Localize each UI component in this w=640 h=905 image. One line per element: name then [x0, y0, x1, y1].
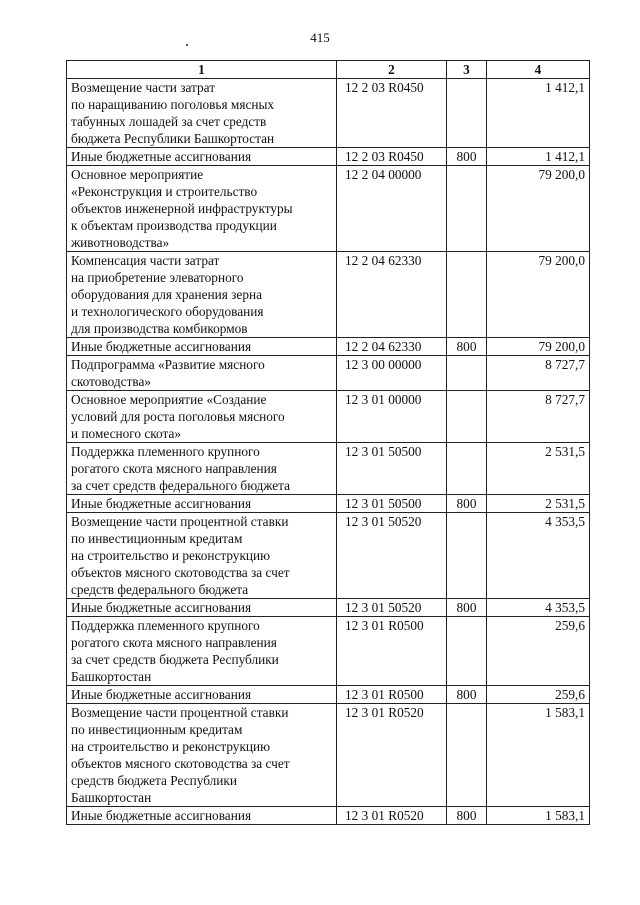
- row-code: 12 3 01 50500: [337, 443, 447, 495]
- row-name: Иные бюджетные ассигнования: [67, 148, 337, 166]
- row-name: Основное мероприятие «Создание условий для роста поголовья мясного и помесного скота»: [67, 391, 337, 443]
- row-type: 800: [447, 148, 487, 166]
- row-sum: 79 200,0: [487, 252, 590, 338]
- row-sum: 1 583,1: [487, 807, 590, 825]
- header-col-3: 3: [447, 61, 487, 79]
- row-code: 12 3 01 00000: [337, 391, 447, 443]
- row-code: 12 3 01 R0520: [337, 807, 447, 825]
- row-sum: 1 412,1: [487, 79, 590, 148]
- row-name: Иные бюджетные ассигнования: [67, 599, 337, 617]
- budget-table: [66, 60, 590, 825]
- table-row: [67, 391, 590, 443]
- row-sum: 4 353,5: [487, 513, 590, 599]
- row-sum: 1 583,1: [487, 704, 590, 807]
- row-name: Возмещение части затрат по наращиванию поголовья мясных табунных лошадей за счет средств бюджета Республики Башкортостан: [67, 79, 337, 148]
- row-name: Возмещение части процентной ставки по инвестиционным кредитам на строительство и реконструкцию объектов мясного скотоводства за счет средств бюджета Республики Башкортостан: [67, 704, 337, 807]
- row-type: [447, 513, 487, 599]
- row-type: 800: [447, 338, 487, 356]
- row-type: [447, 252, 487, 338]
- row-type: [447, 391, 487, 443]
- row-name: Иные бюджетные ассигнования: [67, 495, 337, 513]
- row-type: [447, 443, 487, 495]
- row-type: [447, 356, 487, 391]
- row-type: 800: [447, 807, 487, 825]
- header-col-1: 1: [67, 61, 337, 79]
- page-number: 415: [310, 30, 330, 45]
- row-name: Основное мероприятие «Реконструкция и строительство объектов инженерной инфраструктуры к объектам производства продукции животноводства»: [67, 166, 337, 252]
- row-type: 800: [447, 599, 487, 617]
- row-code: 12 3 01 50520: [337, 599, 447, 617]
- table-row: [67, 807, 590, 825]
- row-name: Поддержка племенного крупного рогатого скота мясного направления за счет средств федерального бюджета: [67, 443, 337, 495]
- table-row: [67, 79, 590, 148]
- row-sum: 2 531,5: [487, 443, 590, 495]
- row-type: [447, 704, 487, 807]
- row-code: 12 2 04 00000: [337, 166, 447, 252]
- row-sum: 2 531,5: [487, 495, 590, 513]
- table-row: [67, 148, 590, 166]
- table-row: [67, 513, 590, 599]
- row-name: Иные бюджетные ассигнования: [67, 807, 337, 825]
- scan-speck: [186, 44, 188, 46]
- row-code: 12 3 00 00000: [337, 356, 447, 391]
- row-code: 12 2 04 62330: [337, 338, 447, 356]
- table-row: [67, 166, 590, 252]
- row-code: 12 3 01 R0520: [337, 704, 447, 807]
- row-name: Поддержка племенного крупного рогатого скота мясного направления за счет средств бюджета Республики Башкортостан: [67, 617, 337, 686]
- row-type: [447, 166, 487, 252]
- row-type: [447, 617, 487, 686]
- row-sum: 259,6: [487, 686, 590, 704]
- table-row: [67, 686, 590, 704]
- row-code: 12 2 03 R0450: [337, 148, 447, 166]
- row-name: Компенсация части затрат на приобретение элеваторного оборудования для хранения зерна и технологического оборудования для производства комбикормов: [67, 252, 337, 338]
- row-name: Подпрограмма «Развитие мясного скотоводства»: [67, 356, 337, 391]
- table-row: [67, 617, 590, 686]
- table-row: [67, 338, 590, 356]
- row-code: 12 2 04 62330: [337, 252, 447, 338]
- row-type: 800: [447, 495, 487, 513]
- row-sum: 8 727,7: [487, 391, 590, 443]
- row-type: [447, 79, 487, 148]
- table-row: [67, 704, 590, 807]
- row-code: 12 3 01 50500: [337, 495, 447, 513]
- table-row: [67, 356, 590, 391]
- row-sum: 1 412,1: [487, 148, 590, 166]
- header-col-2: 2: [337, 61, 447, 79]
- row-name: Иные бюджетные ассигнования: [67, 338, 337, 356]
- row-code: 12 3 01 R0500: [337, 686, 447, 704]
- row-type: 800: [447, 686, 487, 704]
- table-row: [67, 599, 590, 617]
- table-row: [67, 495, 590, 513]
- table-row: [67, 252, 590, 338]
- row-sum: 79 200,0: [487, 166, 590, 252]
- row-code: 12 3 01 R0500: [337, 617, 447, 686]
- row-sum: 4 353,5: [487, 599, 590, 617]
- row-code: 12 2 03 R0450: [337, 79, 447, 148]
- row-sum: 79 200,0: [487, 338, 590, 356]
- header-col-4: 4: [487, 61, 590, 79]
- row-name: Возмещение части процентной ставки по инвестиционным кредитам на строительство и реконструкцию объектов мясного скотоводства за счет средств федерального бюджета: [67, 513, 337, 599]
- row-code: 12 3 01 50520: [337, 513, 447, 599]
- table-row: [67, 443, 590, 495]
- header-row: [67, 61, 590, 79]
- row-name: Иные бюджетные ассигнования: [67, 686, 337, 704]
- row-sum: 259,6: [487, 617, 590, 686]
- row-sum: 8 727,7: [487, 356, 590, 391]
